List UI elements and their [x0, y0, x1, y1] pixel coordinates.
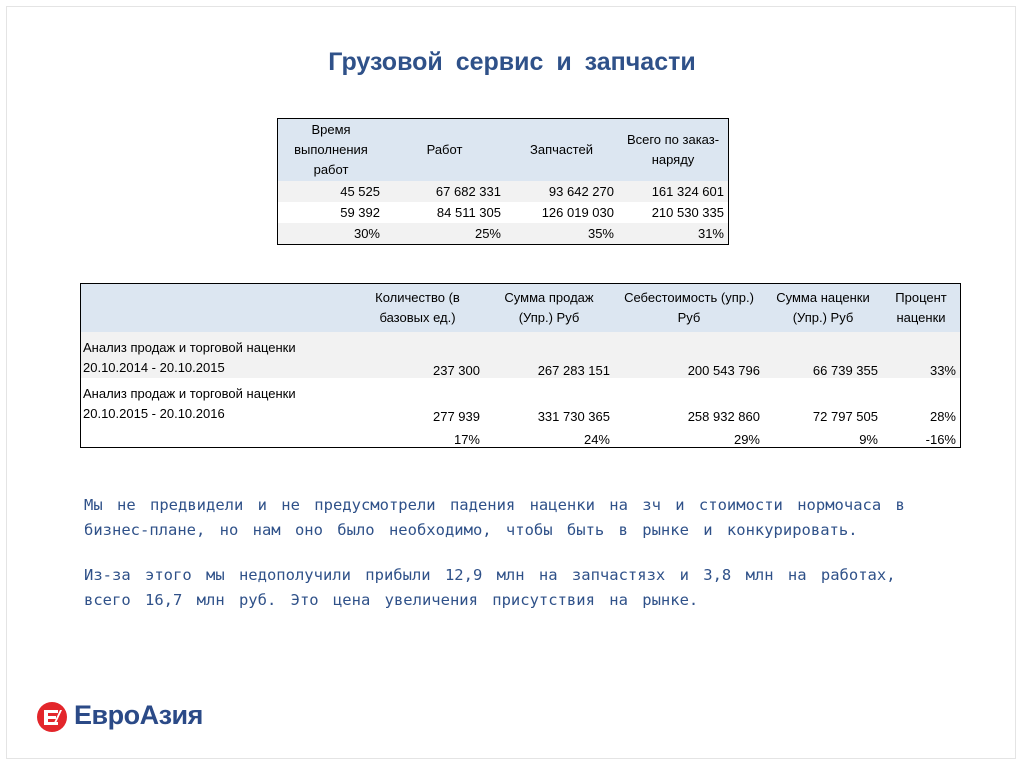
table-cell: 126 019 030 [541, 205, 614, 220]
company-logo [36, 698, 236, 738]
table-row [278, 202, 729, 223]
table-cell: 67 682 331 [384, 181, 505, 202]
table-cell: 30% [278, 223, 385, 245]
row-label: Анализ продаж и торговой наценки 20.10.2015 - 20.10.2016 [83, 386, 296, 421]
logo-text: ЕвроАзия [74, 700, 203, 730]
table-cell: 59 392 [340, 205, 380, 220]
table-cell: 29% [733, 432, 760, 447]
table-cell: 267 283 151 [484, 332, 614, 378]
table-cell: 45 525 [278, 181, 385, 202]
table-header-row [81, 284, 961, 333]
table-cell: 9% [859, 432, 878, 447]
header-cell: Работ [384, 119, 505, 182]
header-cell: Запчастей [505, 119, 618, 182]
table-header-row [278, 119, 729, 182]
table-cell: 161 324 601 [618, 181, 729, 202]
slide-title: Грузовой сервис и запчасти [328, 48, 696, 76]
header-cell: Количество (в базовых ед.) [351, 284, 484, 333]
header-cell: Сумма продаж (Упр.) Руб [484, 284, 614, 333]
table-cell: 93 642 270 [505, 181, 618, 202]
euroasia-logo-icon [36, 701, 68, 733]
table-row [81, 378, 961, 424]
header-cell: Время выполнения работ [278, 119, 385, 182]
table-cell: 72 797 505 [812, 409, 878, 424]
table-cell: 258 932 860 [687, 409, 760, 424]
table-cell: 25% [384, 223, 505, 245]
table-cell: 35% [505, 223, 618, 245]
table-cell: 66 739 355 [764, 332, 882, 378]
header-cell: Себестоимость (упр.) Руб [614, 284, 764, 333]
table-row [278, 181, 729, 202]
header-cell: Процент наценки [882, 284, 961, 333]
table-cell: 84 511 305 [436, 205, 501, 220]
table-cell: 331 730 365 [537, 409, 610, 424]
table-cell: 17% [453, 432, 480, 447]
header-cell [81, 284, 352, 333]
table-cell: 200 543 796 [614, 332, 764, 378]
table-cell: 28% [929, 409, 956, 424]
table-row [278, 223, 729, 245]
header-cell: Сумма наценки (Упр.) Руб [764, 284, 882, 333]
table-cell: 210 530 335 [651, 205, 724, 220]
table-cell: -16% [925, 432, 956, 447]
row-label: Анализ продаж и торговой наценки 20.10.2014 - 20.10.2015 [81, 332, 352, 378]
table-cell [81, 424, 352, 448]
table-cell: 31% [618, 223, 729, 245]
commentary-paragraph: Мы не предвидели и не предусмотрели падения наценки на зч и стоимости нормочаса в бизнес-плане, но нам оно было необходимо, чтобы быть в рынке и конкурировать. [84, 496, 905, 539]
commentary-paragraph: Из-за этого мы недополучили прибыли 12,9 млн на запчастязх и 3,8 млн на работах, всего 16,7 млн руб. Это цена увеличения присутствия на рынке. [84, 566, 896, 609]
table-row [81, 332, 961, 378]
table-cell: 237 300 [351, 332, 484, 378]
work-time-table [277, 118, 729, 245]
sales-margin-table [80, 283, 961, 448]
table-cell: 24% [583, 432, 610, 447]
table-cell: 277 939 [433, 409, 480, 424]
header-cell: Всего по заказ-наряду [618, 119, 729, 182]
table-footer-row [81, 424, 961, 448]
table-cell: 33% [882, 332, 961, 378]
